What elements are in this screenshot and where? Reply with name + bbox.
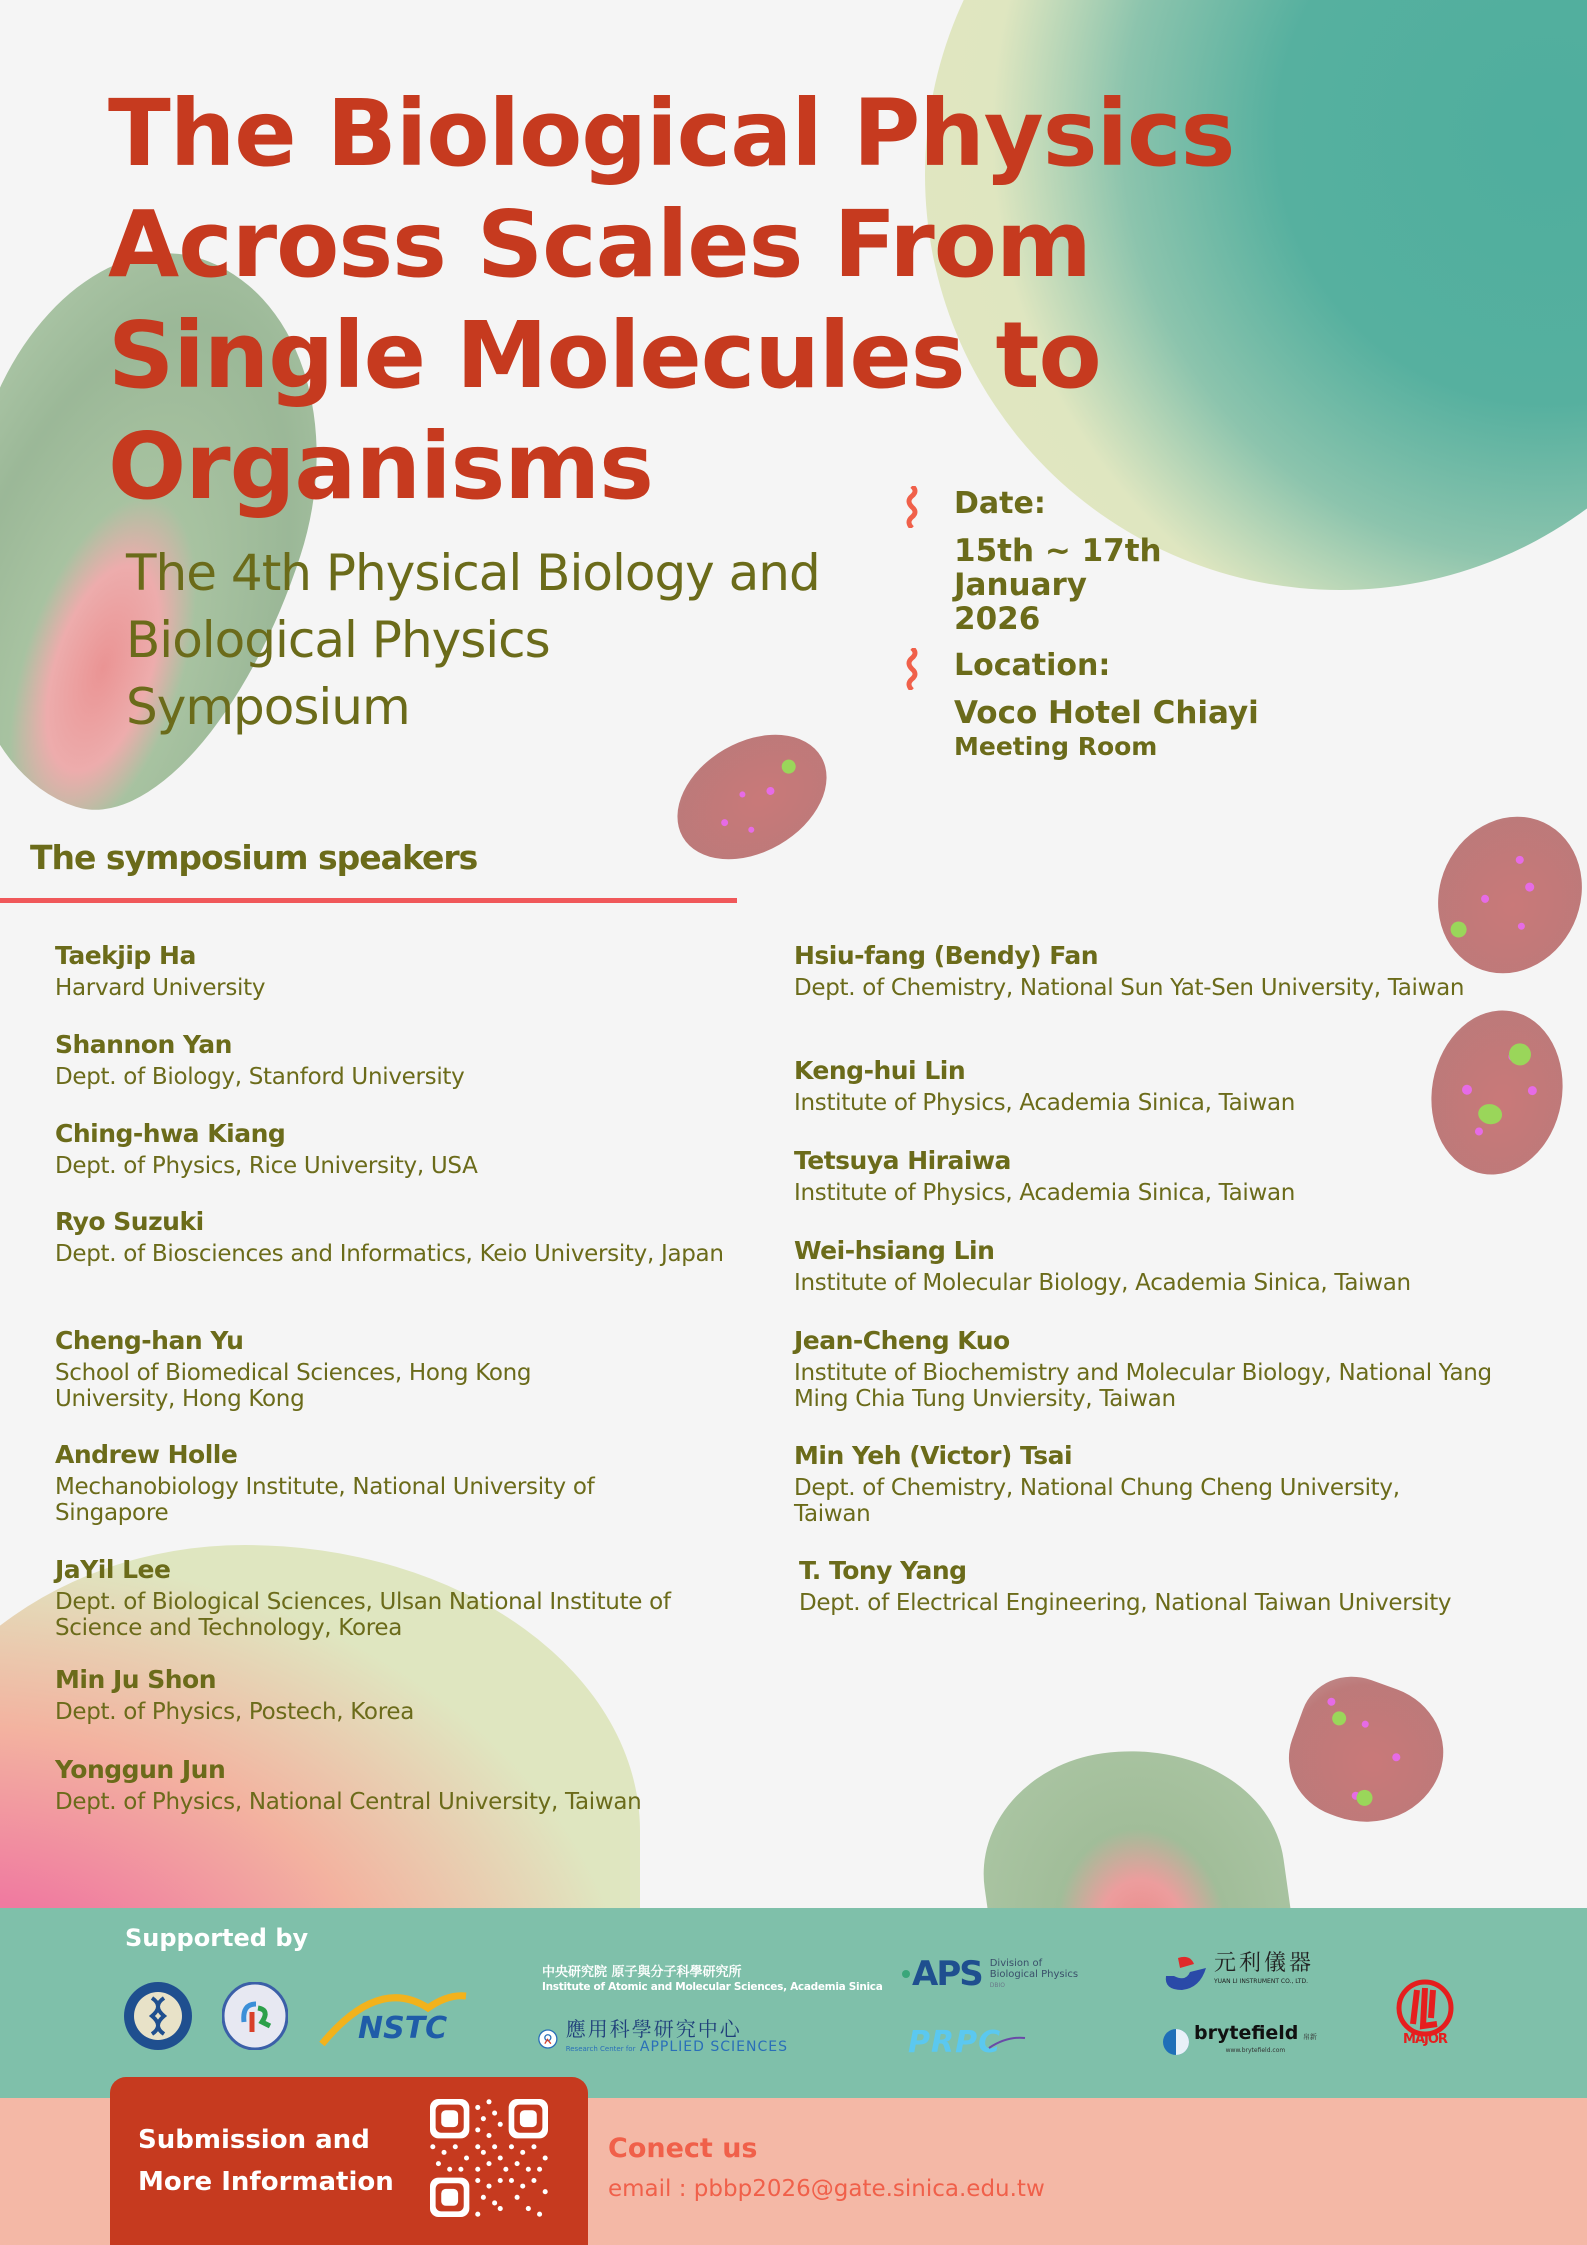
subtitle-line: The 4th Physical Biology and xyxy=(126,544,820,602)
speaker-item xyxy=(794,940,1474,1001)
speaker-item xyxy=(55,1554,755,1641)
submission-line: Submission and xyxy=(138,2125,370,2155)
speaker-item xyxy=(55,1439,675,1526)
speaker-affiliation: Dept. of Physics, National Central University, Taiwan xyxy=(55,1789,642,1815)
svg-text:NSTC: NSTC xyxy=(358,2011,448,2046)
prpc-logo[interactable] xyxy=(908,2024,1048,2060)
submission-card[interactable] xyxy=(110,2077,588,2245)
speaker-affiliation: Dept. of Electrical Engineering, National Taiwan University xyxy=(799,1590,1452,1616)
aps-division-text: Division of xyxy=(989,1957,1043,1969)
major-mark-icon xyxy=(1395,1978,1455,2038)
speaker-affiliation: Institute of Molecular Biology, Academia Sinica, Taiwan xyxy=(794,1270,1411,1296)
academia-sinica-seal-icon xyxy=(122,1980,194,2052)
speaker-item xyxy=(794,1440,1474,1527)
major-logo[interactable] xyxy=(1392,1972,1458,2052)
rcas-name-en: APPLIED SCIENCES xyxy=(639,2039,788,2055)
title-line: Across Scales From xyxy=(108,191,1091,298)
yuan-li-name-en: YUAN LI INSTRUMENT CO., LTD. xyxy=(1214,1978,1308,1985)
aps-dbio-logo[interactable] xyxy=(902,1950,1102,1998)
speaker-name: Tetsuya Hiraiwa xyxy=(794,1146,1011,1175)
speaker-affiliation: Dept. of Biological Sciences, Ulsan National Institute of Science and Technology, Korea xyxy=(55,1589,671,1641)
iams-name-zh: 中央研究院 原子與分子科學研究所 xyxy=(542,1965,742,1980)
rcas-small-label: Research Center for xyxy=(565,2045,636,2053)
date-value xyxy=(954,534,1305,636)
speaker-affiliation: Institute of Biochemistry and Molecular Biology, National Yang Ming Chia Tung Unviersity, Taiwan xyxy=(794,1360,1492,1412)
rcas-logo[interactable] xyxy=(538,2016,788,2062)
academia-sinica-logo[interactable] xyxy=(122,1980,194,2052)
speaker-name: Wei-hsiang Lin xyxy=(794,1236,995,1265)
squiggle-icon xyxy=(905,486,919,528)
speaker-affiliation: School of Biomedical Sciences, Hong Kong University, Hong Kong xyxy=(55,1360,532,1412)
iams-name-en: Institute of Atomic and Molecular Sciences, Academia Sinica xyxy=(542,1981,883,1993)
speaker-name: Min Yeh (Victor) Tsai xyxy=(794,1441,1073,1470)
yuan-li-name-zh: 元利儀器 xyxy=(1214,1951,1315,1976)
speaker-item xyxy=(55,1325,615,1412)
yuan-li-logo[interactable] xyxy=(1160,1952,1340,1994)
nstc-logo[interactable] xyxy=(318,1986,468,2048)
speaker-item xyxy=(794,1235,1514,1296)
iop-seal-icon xyxy=(222,1982,288,2050)
location-label: Location: xyxy=(954,648,1111,683)
location-room: Meeting Room xyxy=(954,732,1158,761)
decorative-nucleus-image xyxy=(1273,1662,1462,1845)
subtitle-line: Symposium xyxy=(126,678,410,736)
speaker-name: Hsiu-fang (Bendy) Fan xyxy=(794,941,1099,970)
speaker-affiliation: Mechanobiology Institute, National University of Singapore xyxy=(55,1474,595,1526)
title-line: Single Molecules to xyxy=(108,302,1101,409)
brytefield-mark-icon xyxy=(1162,2028,1190,2056)
poster-subtitle xyxy=(126,540,886,741)
speaker-name: Ryo Suzuki xyxy=(55,1207,204,1236)
contact-heading: Conect us xyxy=(608,2133,758,2164)
prpc-wordmark: PRPC xyxy=(908,2024,1002,2060)
speaker-name: Ching-hwa Kiang xyxy=(55,1119,286,1148)
yuan-li-mark-icon xyxy=(1160,1954,1208,1992)
speaker-item xyxy=(55,1206,735,1267)
contact-email-link[interactable]: email : pbbp2026@gate.sinica.edu.tw xyxy=(608,2176,1045,2202)
speaker-name: T. Tony Yang xyxy=(799,1556,967,1585)
aps-wordmark: APS xyxy=(912,1954,982,1994)
speaker-item xyxy=(55,1029,755,1090)
subtitle-line: Biological Physics xyxy=(126,611,550,669)
speaker-name: Jean-Cheng Kuo xyxy=(794,1326,1010,1355)
speaker-name: Cheng-han Yu xyxy=(55,1326,244,1355)
rcas-name-zh: 應用科學研究中心 xyxy=(565,2017,742,2041)
qr-code-icon[interactable] xyxy=(430,2099,548,2217)
speaker-affiliation: Dept. of Chemistry, National Sun Yat-Sen University, Taiwan xyxy=(794,975,1465,1001)
title-line: Organisms xyxy=(108,413,653,520)
speaker-affiliation: Dept. of Biosciences and Informatics, Keio University, Japan xyxy=(55,1241,724,1267)
speaker-item xyxy=(55,940,755,1001)
brytefield-url: www.brytefield.com xyxy=(1225,2047,1286,2054)
speaker-item xyxy=(794,1145,1494,1206)
speaker-item xyxy=(55,1754,755,1815)
speaker-affiliation: Dept. of Physics, Postech, Korea xyxy=(55,1699,414,1725)
date-line: 15th ~ 17th January xyxy=(954,533,1162,603)
institute-of-physics-logo[interactable] xyxy=(222,1982,288,2050)
speaker-affiliation: Dept. of Physics, Rice University, USA xyxy=(55,1153,478,1179)
speaker-affiliation: Institute of Physics, Academia Sinica, Taiwan xyxy=(794,1180,1296,1206)
speaker-item xyxy=(55,1664,755,1725)
rcas-seal-icon xyxy=(538,2016,558,2062)
speaker-item xyxy=(799,1555,1539,1616)
supported-by-label: Supported by xyxy=(125,1924,309,1952)
speaker-affiliation: Dept. of Biology, Stanford University xyxy=(55,1064,465,1090)
location-venue: Voco Hotel Chiayi xyxy=(954,695,1259,731)
brytefield-logo[interactable] xyxy=(1162,2022,1342,2062)
year-line: 2026 xyxy=(954,601,1041,637)
aps-dbio-text: DBIO xyxy=(989,1981,1005,1989)
title-line: The Biological Physics xyxy=(108,80,1235,187)
speaker-name: Keng-hui Lin xyxy=(794,1056,966,1085)
prpc-orbit-icon xyxy=(987,2032,1027,2052)
speakers-heading: The symposium speakers xyxy=(30,838,478,877)
squiggle-icon xyxy=(905,648,919,690)
section-divider xyxy=(0,898,737,903)
speaker-item xyxy=(55,1118,755,1179)
major-wordmark: MAJOR xyxy=(1403,2031,1447,2047)
speaker-item xyxy=(794,1055,1494,1116)
iams-logo[interactable] xyxy=(538,1960,883,2000)
aps-division-text: Biological Physics xyxy=(989,1968,1079,1980)
poster-title xyxy=(108,78,1408,522)
speaker-name: Shannon Yan xyxy=(55,1030,232,1059)
speaker-name: JaYil Lee xyxy=(55,1555,171,1584)
speaker-name: Andrew Holle xyxy=(55,1440,238,1469)
speaker-name: Yonggun Jun xyxy=(55,1755,226,1784)
speaker-affiliation: Dept. of Chemistry, National Chung Cheng University, Taiwan xyxy=(794,1475,1400,1527)
brytefield-name-zh: 帛新 xyxy=(1302,2033,1317,2041)
speaker-item xyxy=(794,1325,1504,1412)
speaker-name: Min Ju Shon xyxy=(55,1665,217,1694)
speaker-affiliation: Harvard University xyxy=(55,975,266,1001)
event-info xyxy=(905,484,1305,764)
aps-orbit-dot-icon xyxy=(902,1970,910,1978)
speaker-affiliation: Institute of Physics, Academia Sinica, Taiwan xyxy=(794,1090,1296,1116)
speaker-name: Taekjip Ha xyxy=(55,941,196,970)
date-label: Date: xyxy=(954,486,1046,521)
nstc-arc-icon xyxy=(318,1986,468,2048)
submission-line: More Information xyxy=(138,2167,394,2197)
submission-text xyxy=(138,2119,418,2203)
brytefield-wordmark: brytefield xyxy=(1194,2022,1299,2044)
